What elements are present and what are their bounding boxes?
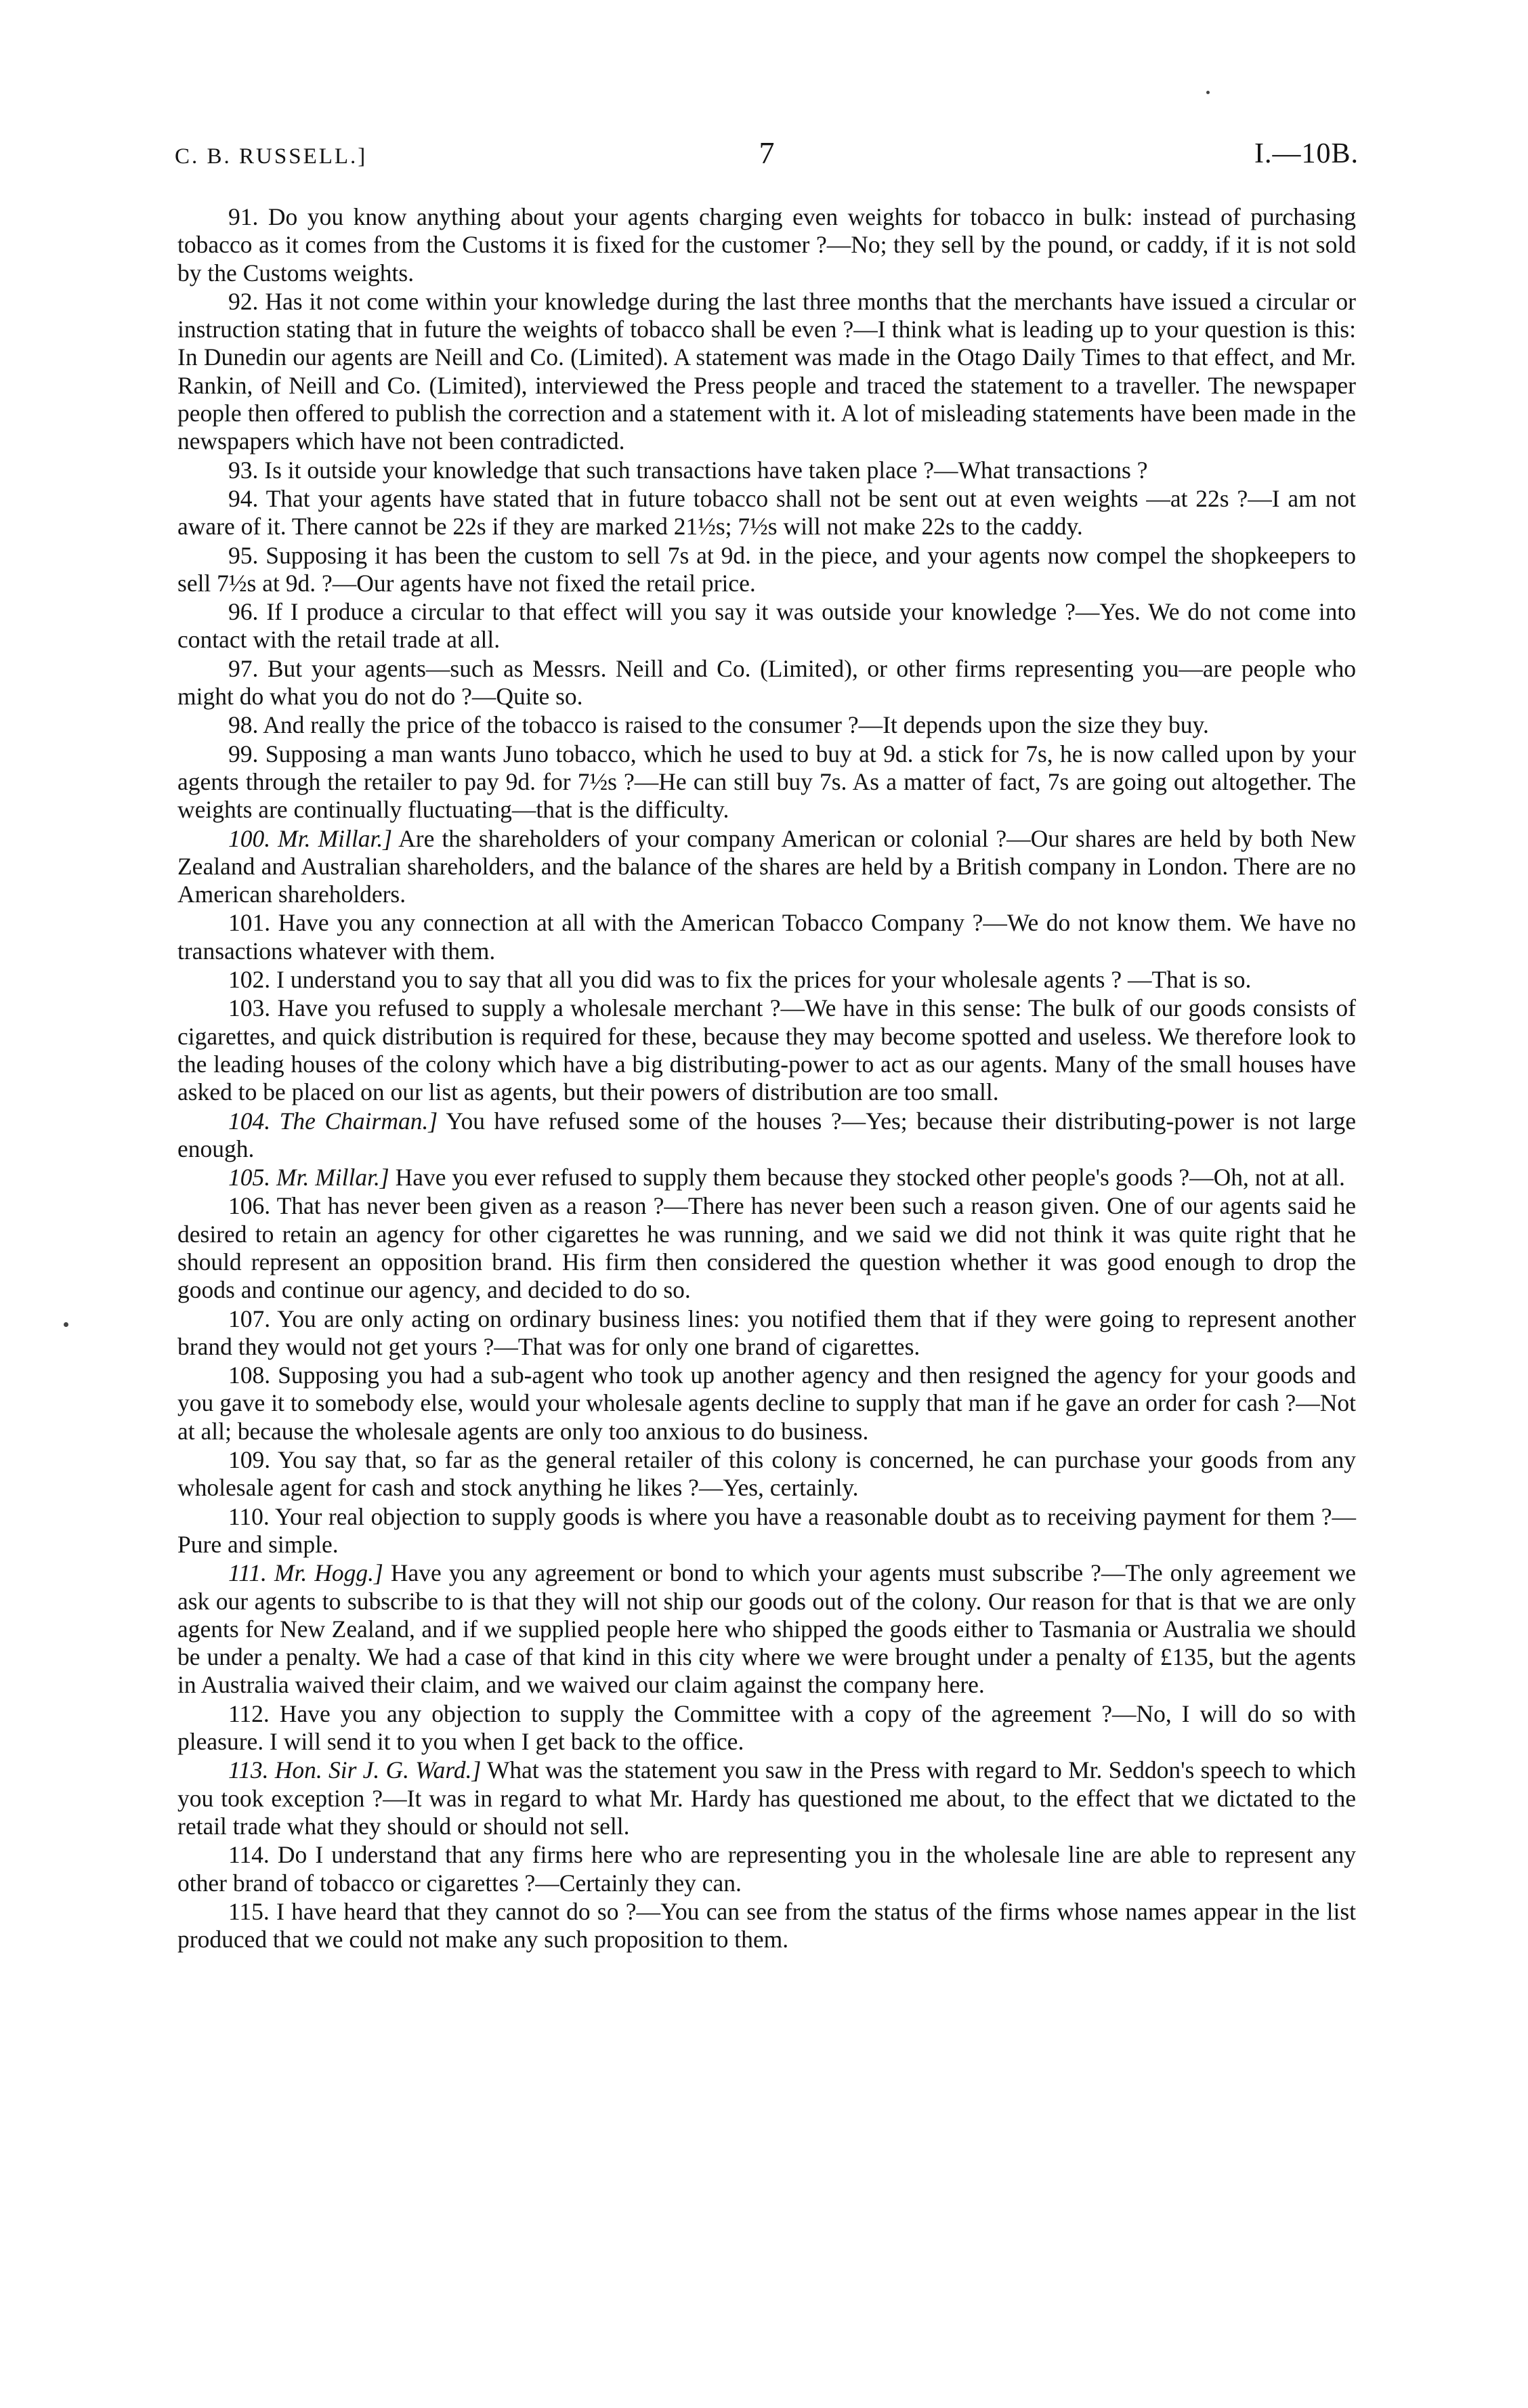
question-answer-paragraph [177, 655, 1356, 711]
question-answer-paragraph [177, 542, 1356, 598]
witness-name: C. B. RUSSELL.] [175, 144, 368, 169]
paragraph-text: 94. That your agents have stated that in future tobacco shall not be sent out at even weights —at 22s ?—I am not aware of it. There cannot be 22s if they are marked 21½s; 7½s will not make 22s to the caddy. [177, 484, 1356, 541]
question-answer-paragraph [177, 203, 1356, 287]
speaker-lead: 104. The Chairman.] [228, 1107, 438, 1135]
paragraph-text: 95. Supposing it has been the custom to sell 7s at 9d. in the piece, and your agents now compel the shopkeepers to sell 7½s at 9d. ?—Our agents have not fixed the retail price. [177, 541, 1356, 597]
question-answer-paragraph [177, 1164, 1356, 1191]
question-answer-paragraph [177, 1700, 1356, 1756]
question-answer-paragraph [177, 1503, 1356, 1559]
question-answer-paragraph [177, 1305, 1356, 1361]
paragraph-text: 114. Do I understand that any firms here who are representing you in the wholesale line are able to represent any other brand of tobacco or cigarettes ?—Certainly they can. [177, 1841, 1356, 1897]
speaker-lead: 113. Hon. Sir J. G. Ward.] [228, 1756, 482, 1784]
question-answer-paragraph [177, 825, 1356, 909]
question-answer-paragraph [177, 1756, 1356, 1840]
paragraph-text: What was the statement you saw in the Press with regard to Mr. Seddon's speech to which you took exception ?—It was in regard to what Mr. Hardy has questioned me about, to the effect that we dictated to the retail trade what they should or should not sell. [177, 1756, 1357, 1840]
paragraph-text: 106. That has never been given as a reason ?—There has never been such a reason given. One of our agents said he desired to retain an agency for other cigarettes he was running, and we said we did not think it was quite right that he should represent an opposition brand. His firm then considered the question whether it was good enough to drop the goods and continue our agency, and decided to do so. [177, 1192, 1356, 1304]
paragraph-text: 91. Do you know anything about your agents charging even weights for tobacco in bulk: instead of purchasing tobacco as it comes from the Customs it is fixed for the customer ?—No; they sell by the pound, or caddy, if it is not sold by the Customs weights. [177, 203, 1356, 287]
paragraph-text: 98. And really the price of the tobacco is raised to the consumer ?—It depends upon the size they buy. [228, 711, 1209, 739]
question-answer-paragraph [177, 288, 1356, 456]
page-number: 7 [759, 135, 775, 170]
question-answer-paragraph [177, 1898, 1356, 1954]
margin-dot [64, 1322, 68, 1327]
question-answer-paragraph [177, 457, 1356, 484]
question-answer-paragraph [177, 485, 1356, 541]
testimony-body [177, 203, 1356, 1954]
question-answer-paragraph [177, 598, 1356, 654]
question-answer-paragraph [177, 1361, 1356, 1445]
paragraph-text: 109. You say that, so far as the general retailer of this colony is concerned, he can purchase your goods from any wholesale agent for cash and stock anything he likes ?—Yes, certainly. [177, 1446, 1356, 1502]
paragraph-text: 108. Supposing you had a sub-agent who took up another agency and then resigned the agency for your goods and you gave it to somebody else, would your wholesale agents decline to supply that man if he gave an order for cash ?—Not at all; because the wholesale agents are only too anxious to do business. [177, 1361, 1356, 1445]
question-answer-paragraph [177, 966, 1356, 994]
paragraph-text: 107. You are only acting on ordinary business lines: you notified them that if they were going to represent another brand they would not get yours ?—That was for only one brand of cigarettes. [177, 1305, 1356, 1360]
paragraph-text: Are the shareholders of your company American or colonial ?—Our shares are held by both New Zealand and Australian shareholders, and the balance of the shares are held by a British company in London. There are no American shareholders. [177, 824, 1357, 908]
speaker-lead: 100. Mr. Millar.] [228, 824, 393, 852]
page-header [175, 135, 1359, 179]
paragraph-text: 96. If I produce a circular to that effect will you say it was outside your knowledge ?—Yes. We do not come into contact with the retail trade at all. [177, 598, 1356, 654]
paragraph-text: 112. Have you any objection to supply the Committee with a copy of the agreement ?—No, I will do so with pleasure. I will send it to you when I get back to the office. [177, 1699, 1356, 1756]
paragraph-text: 92. Has it not come within your knowledge during the last three months that the merchants have issued a circular or instruction stating that in future the weights of tobacco shall be even ?—I think what is leading up to your question is this: In Dunedin our agents are Neill and Co. (Limited). A statement was made in the Otago Daily Times to that effect, and Mr. Rankin, of Neill and Co. (Limited), interviewed the Press people and traced the statement to a traveller. The newspaper people then offered to publish the correction and a statement with it. A lot of misleading statements have been made in the newspapers which have not been contradicted. [177, 287, 1356, 455]
paragraph-text: Have you ever refused to supply them because they stocked other people's goods ?—Oh, not at all. [395, 1164, 1345, 1191]
paragraph-text: 97. But your agents—such as Messrs. Neill and Co. (Limited), or other firms representing you—are people who might do what you do not do ?—Quite so. [177, 654, 1356, 711]
paragraph-text: 110. Your real objection to supply goods is where you have a reasonable doubt as to receiving payment for them ?—Pure and simple. [177, 1502, 1356, 1558]
paragraph-text: 93. Is it outside your knowledge that such transactions have taken place ?—What transactions ? [228, 456, 1148, 484]
paragraph-text: 101. Have you any connection at all with the American Tobacco Company ?—We do not know them. We have no transactions whatever with them. [177, 909, 1356, 965]
question-answer-paragraph [177, 1559, 1356, 1699]
question-answer-paragraph [177, 1192, 1356, 1304]
document-reference: I.—10B. [1254, 138, 1359, 169]
question-answer-paragraph [177, 1107, 1356, 1164]
speaker-lead: 111. Mr. Hogg.] [228, 1559, 383, 1587]
question-answer-paragraph [177, 740, 1356, 824]
speaker-lead: 105. Mr. Millar.] [228, 1164, 389, 1191]
paragraph-text: 102. I understand you to say that all you did was to fix the prices for your wholesale agents ? —That is so. [228, 966, 1252, 994]
question-answer-paragraph [177, 994, 1356, 1106]
paragraph-text: 115. I have heard that they cannot do so ?—You can see from the status of the firms whose names appear in the list produced that we could not make any such proposition to them. [177, 1897, 1356, 1953]
paragraph-text: You have refused some of the houses ?—Yes; because their distributing-power is not large enough. [177, 1107, 1356, 1162]
question-answer-paragraph [177, 711, 1356, 739]
paragraph-text: Have you any agreement or bond to which your agents must subscribe ?—The only agreement we ask our agents to subscribe to is that they will not ship our goods out of the colony. Our reason for that is that we are only agents for New Zealand, and if we supplied people here who shipped the goods either to Tasmania or Australia we should be under a penalty. We had a case of that kind in this city where we were brought under a penalty of £135, but the agents in Australia waived their claim, and we waived our claim against the company here. [177, 1559, 1357, 1699]
paragraph-text: 99. Supposing a man wants Juno tobacco, which he used to buy at 9d. a stick for 7s, he is now called upon by your agents through the retailer to pay 9d. for 7½s ?—He can still buy 7s. As a matter of fact, 7s are going out altogether. The weights are continually fluctuating—that is the difficulty. [177, 740, 1356, 824]
paragraph-text: 103. Have you refused to supply a wholesale merchant ?—We have in this sense: The bulk of our goods consists of cigarettes, and quick distribution is required for these, because they may become spotted and useless. We therefore look to the leading houses of the colony which have a big distributing-power to act as our agents. Many of the small houses have asked to be placed on our list as agents, but their powers of distribution are too small. [177, 994, 1356, 1106]
question-answer-paragraph [177, 1841, 1356, 1897]
question-answer-paragraph [177, 909, 1356, 965]
margin-dot [1206, 91, 1210, 94]
question-answer-paragraph [177, 1446, 1356, 1502]
